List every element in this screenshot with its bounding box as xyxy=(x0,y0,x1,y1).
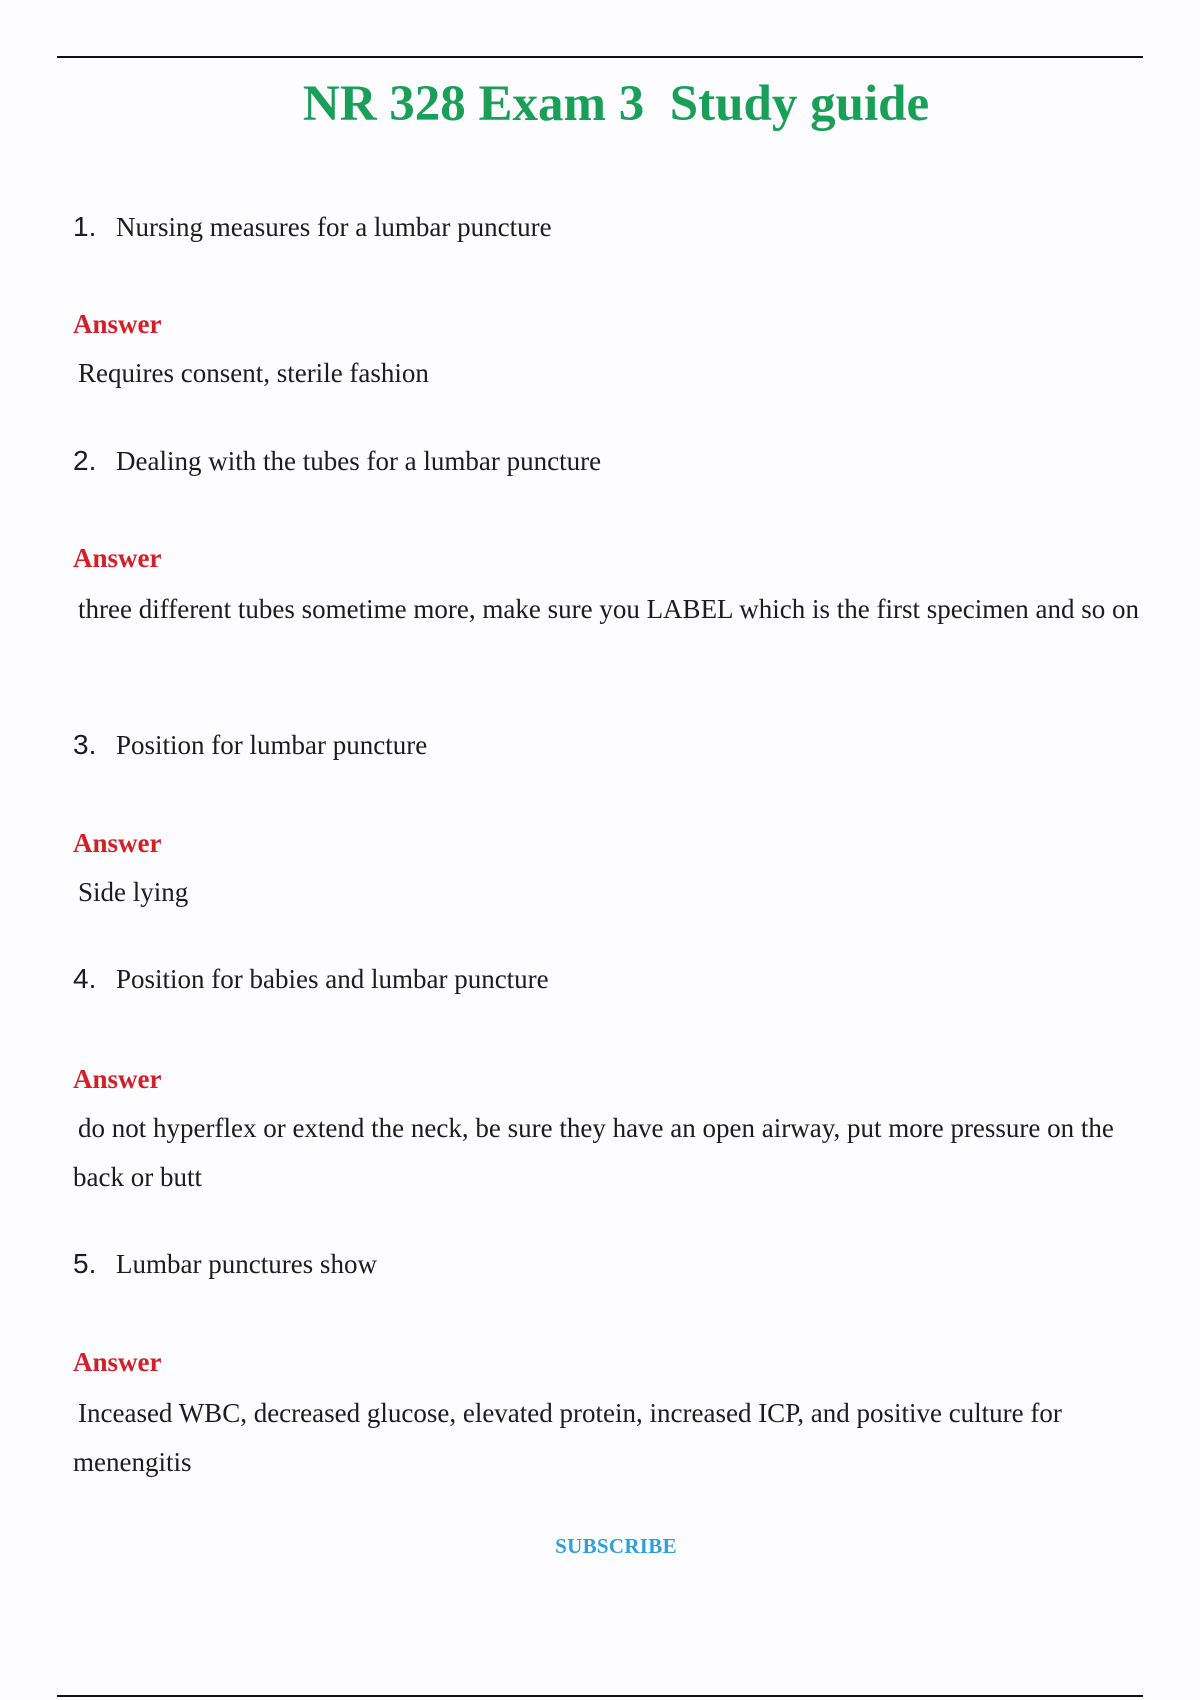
answer-text: three different tubes sometime more, make sure you LABEL which is the first specimen and so on xyxy=(78,594,1139,624)
page-title: NR 328 Exam 3 Study guide xyxy=(302,76,930,132)
question-text: Dealing with the tubes for a lumbar puncture xyxy=(116,446,602,476)
question-text: Position for babies and lumbar puncture xyxy=(116,964,549,994)
answer-label: Answer xyxy=(73,1064,162,1094)
question-number: 4. xyxy=(73,963,97,994)
question-item xyxy=(73,728,427,762)
question-number: 5. xyxy=(73,1248,97,1279)
question-number: 1. xyxy=(73,211,97,242)
top-rule xyxy=(57,56,1143,58)
answer-text: Inceased WBC, decreased glucose, elevated protein, increased ICP, and positive culture for menengitis xyxy=(73,1398,1062,1477)
question-text: Position for lumbar puncture xyxy=(116,730,428,760)
answer-text: do not hyperflex or extend the neck, be sure they have an open airway, put more pressure on the back or butt xyxy=(73,1113,1114,1192)
answer-label: Answer xyxy=(73,309,162,339)
answer-label: Answer xyxy=(73,828,162,858)
question-item xyxy=(73,444,601,478)
question-number: 2. xyxy=(73,445,97,476)
bottom-rule xyxy=(57,1695,1143,1697)
answer-text: Requires consent, sterile fashion xyxy=(78,358,429,388)
answer-text: Side lying xyxy=(78,877,189,907)
question-item xyxy=(73,962,549,996)
answer-label: Answer xyxy=(73,1347,162,1377)
subscribe-link[interactable]: SUBSCRIBE xyxy=(555,1534,677,1558)
question-item xyxy=(73,210,552,244)
question-number: 3. xyxy=(73,729,97,760)
answer-label: Answer xyxy=(73,543,162,573)
question-text: Nursing measures for a lumbar puncture xyxy=(116,212,552,242)
question-text: Lumbar punctures show xyxy=(116,1249,377,1279)
question-item xyxy=(73,1247,377,1281)
